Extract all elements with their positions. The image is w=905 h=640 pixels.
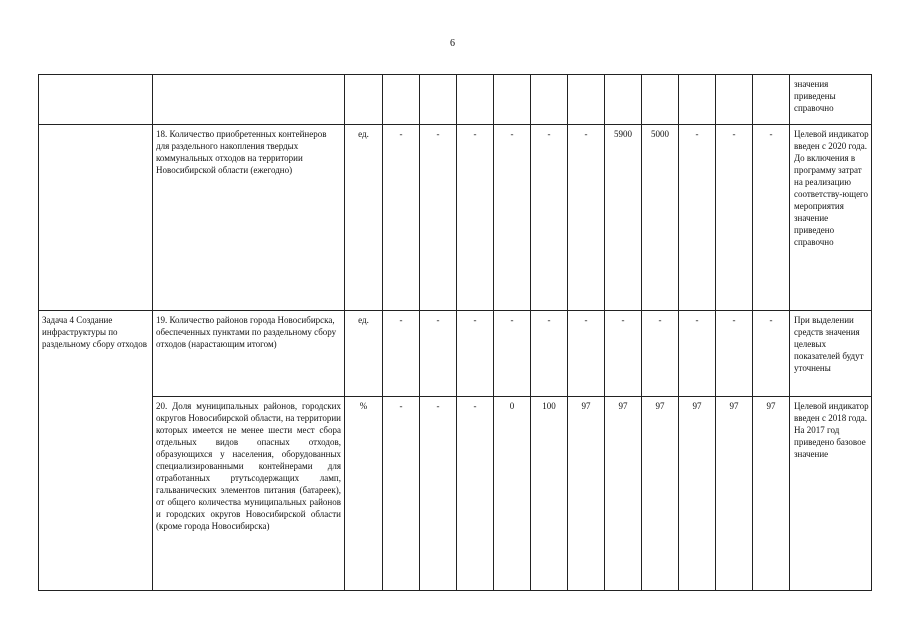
- value-cell: 5900: [605, 125, 642, 311]
- value-cell: -: [420, 311, 457, 397]
- table-row: [39, 311, 872, 397]
- value-cell: [753, 75, 790, 125]
- unit-cell: ед.: [345, 125, 383, 311]
- value-cell: [494, 75, 531, 125]
- value-cell: -: [679, 311, 716, 397]
- value-cell: 0: [494, 397, 531, 591]
- value-cell: [642, 75, 679, 125]
- value-cell: -: [679, 125, 716, 311]
- value-cell: -: [457, 125, 494, 311]
- value-cell: -: [457, 397, 494, 591]
- indicator-cell: [153, 75, 345, 125]
- value-cell: -: [531, 311, 568, 397]
- unit-cell: [345, 75, 383, 125]
- value-cell: [531, 75, 568, 125]
- unit-cell: ед.: [345, 311, 383, 397]
- note-cell: Целевой индикатор введен с 2020 года. До включения в программу затрат на реализацию соответству-ющего мероприятия значение приведено справочно: [790, 125, 872, 311]
- value-cell: 5000: [642, 125, 679, 311]
- value-cell: -: [420, 125, 457, 311]
- task-cell: [39, 75, 153, 125]
- value-cell: -: [716, 311, 753, 397]
- value-cell: -: [457, 311, 494, 397]
- indicators-table: [38, 74, 872, 591]
- value-cell: 100: [531, 397, 568, 591]
- value-cell: -: [420, 397, 457, 591]
- value-cell: -: [568, 125, 605, 311]
- note-cell: значения приведены справочно: [790, 75, 872, 125]
- indicator-cell: 18. Количество приобретенных контейнеров для раздельного накопления твердых коммунальных отходов на территории Новосибирской области (ежегодно): [153, 125, 345, 311]
- note-cell: При выделении средств значения целевых показателей будут уточнены: [790, 311, 872, 397]
- value-cell: 97: [716, 397, 753, 591]
- value-cell: -: [383, 311, 420, 397]
- value-cell: 97: [605, 397, 642, 591]
- unit-cell: %: [345, 397, 383, 591]
- value-cell: -: [568, 311, 605, 397]
- value-cell: [420, 75, 457, 125]
- value-cell: 97: [753, 397, 790, 591]
- value-cell: 97: [679, 397, 716, 591]
- table-row: [39, 125, 872, 311]
- value-cell: [679, 75, 716, 125]
- value-cell: -: [716, 125, 753, 311]
- value-cell: [568, 75, 605, 125]
- value-cell: [383, 75, 420, 125]
- value-cell: [457, 75, 494, 125]
- value-cell: -: [494, 125, 531, 311]
- indicator-cell: 19. Количество районов города Новосибирска, обеспеченных пунктами по раздельному сбору отходов (нарастающим итогом): [153, 311, 345, 397]
- value-cell: -: [753, 311, 790, 397]
- value-cell: [716, 75, 753, 125]
- value-cell: -: [531, 125, 568, 311]
- value-cell: [605, 75, 642, 125]
- value-cell: -: [383, 125, 420, 311]
- value-cell: 97: [568, 397, 605, 591]
- value-cell: 97: [642, 397, 679, 591]
- value-cell: -: [383, 397, 420, 591]
- value-cell: -: [494, 311, 531, 397]
- value-cell: -: [605, 311, 642, 397]
- value-cell: -: [753, 125, 790, 311]
- table-row: [39, 397, 872, 591]
- task-cell: [39, 125, 153, 311]
- task-cell: Задача 4 Создание инфраструктуры по раздельному сбору отходов: [39, 311, 153, 591]
- table-row: [39, 75, 872, 125]
- page-number: 6: [450, 38, 455, 49]
- value-cell: -: [642, 311, 679, 397]
- note-cell: Целевой индикатор введен с 2018 года. На 2017 год приведено базовое значение: [790, 397, 872, 591]
- indicator-cell: 20. Доля муниципальных районов, городских округов Новосибирской области, на территории которых имеется не менее шести мест сбора отдельных видов опасных отходов, образующихся у населения, оборудованных специализированными контейнерами для отработанных ртутьсодержащих ламп, гальванических элементов питания (батареек), от общего количества муниципальных районов и городских округов Новосибирской области (кроме города Новосибирска): [153, 397, 345, 591]
